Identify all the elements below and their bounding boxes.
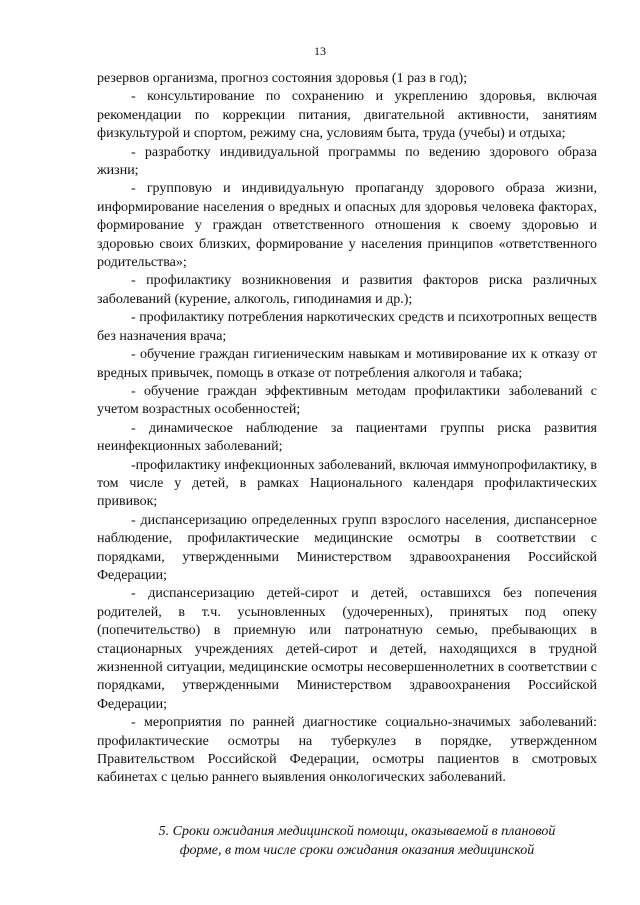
list-item: - динамическое наблюдение за пациентами группы риска развития неинфекционных заболеваний; — [97, 420, 597, 455]
list-item: - профилактику возникновения и развития факторов риска различных заболеваний (курение, алкоголь, гиподинамия и др.); — [97, 273, 597, 307]
page-number: 13 — [314, 44, 326, 58]
list-item: - консультирование по сохранению и укреплению здоровья, включая рекомендации по коррекции питания, двигательной активности, занятиям физкультурой и спортом, режиму сна, условиям быта, труда (учебы) и отдыха; — [97, 89, 597, 142]
section-heading-line: 5. Сроки ожидания медицинской помощи, оказываемой в плановой — [158, 824, 556, 839]
body-text — [97, 70, 597, 788]
list-item: - групповую и индивидуальную пропаганду здорового образа жизни, информирование населения о вредных и опасных для здоровья человека факторах, формирование у граждан ответственного отношения к своему здоровью и здоровью своих близких, формирование у населения принципов «ответственного родительства»; — [97, 181, 597, 271]
list-item: - обучение граждан эффективным методам профилактики заболеваний с учетом возрастных особенностей; — [97, 383, 597, 418]
paragraph-continuation: резервов организма, прогноз состояния здоровья (1 раз в год); — [97, 71, 468, 86]
list-item: - диспансеризацию определенных групп взрослого населения, диспансерное наблюдение, профилактические медицинские осмотры в соответствии с порядками, утвержденными Министерством здравоохранения Российской Федерации; — [97, 512, 597, 583]
list-item: - мероприятия по ранней диагностике социально-значимых заболеваний: профилактические осмотры на туберкулез в порядке, утвержденном Правительством Российской Федерации, осмотры пациентов в смотровых кабинетах с целью раннего выявления онкологических заболеваний. — [97, 715, 597, 786]
list-item: - диспансеризацию детей-сирот и детей, оставшихся без попечения родителей, в т.ч. усыновленных (удочеренных), принятых под опеку (попечительство) в приемную или патронатную семью, пребывающих в стационарных учреждениях детей-сирот и детей, находящихся в трудной жизненной ситуации, медицинские осмотры несовершеннолетних в соответствии с порядками, утвержденными Министерством здравоохранения Российской Федерации; — [97, 586, 597, 712]
list-item: -профилактику инфекционных заболеваний, включая иммунопрофилактику, в том числе у детей, в рамках Национального календаря профилактических прививок; — [97, 457, 597, 510]
list-item: - профилактику потребления наркотических средств и психотропных веществ без назначения врача; — [97, 310, 597, 344]
section-heading — [97, 822, 597, 860]
list-item: - разработку индивидуальной программы по ведению здорового образа жизни; — [97, 144, 597, 179]
section-heading-line: форме, в том числе сроки ожидания оказания медицинской — [179, 843, 535, 858]
list-item: - обучение граждан гигиеническим навыкам и мотивирование их к отказу от вредных привычек, помощь в отказе от потребления алкоголя и табака; — [97, 347, 597, 381]
